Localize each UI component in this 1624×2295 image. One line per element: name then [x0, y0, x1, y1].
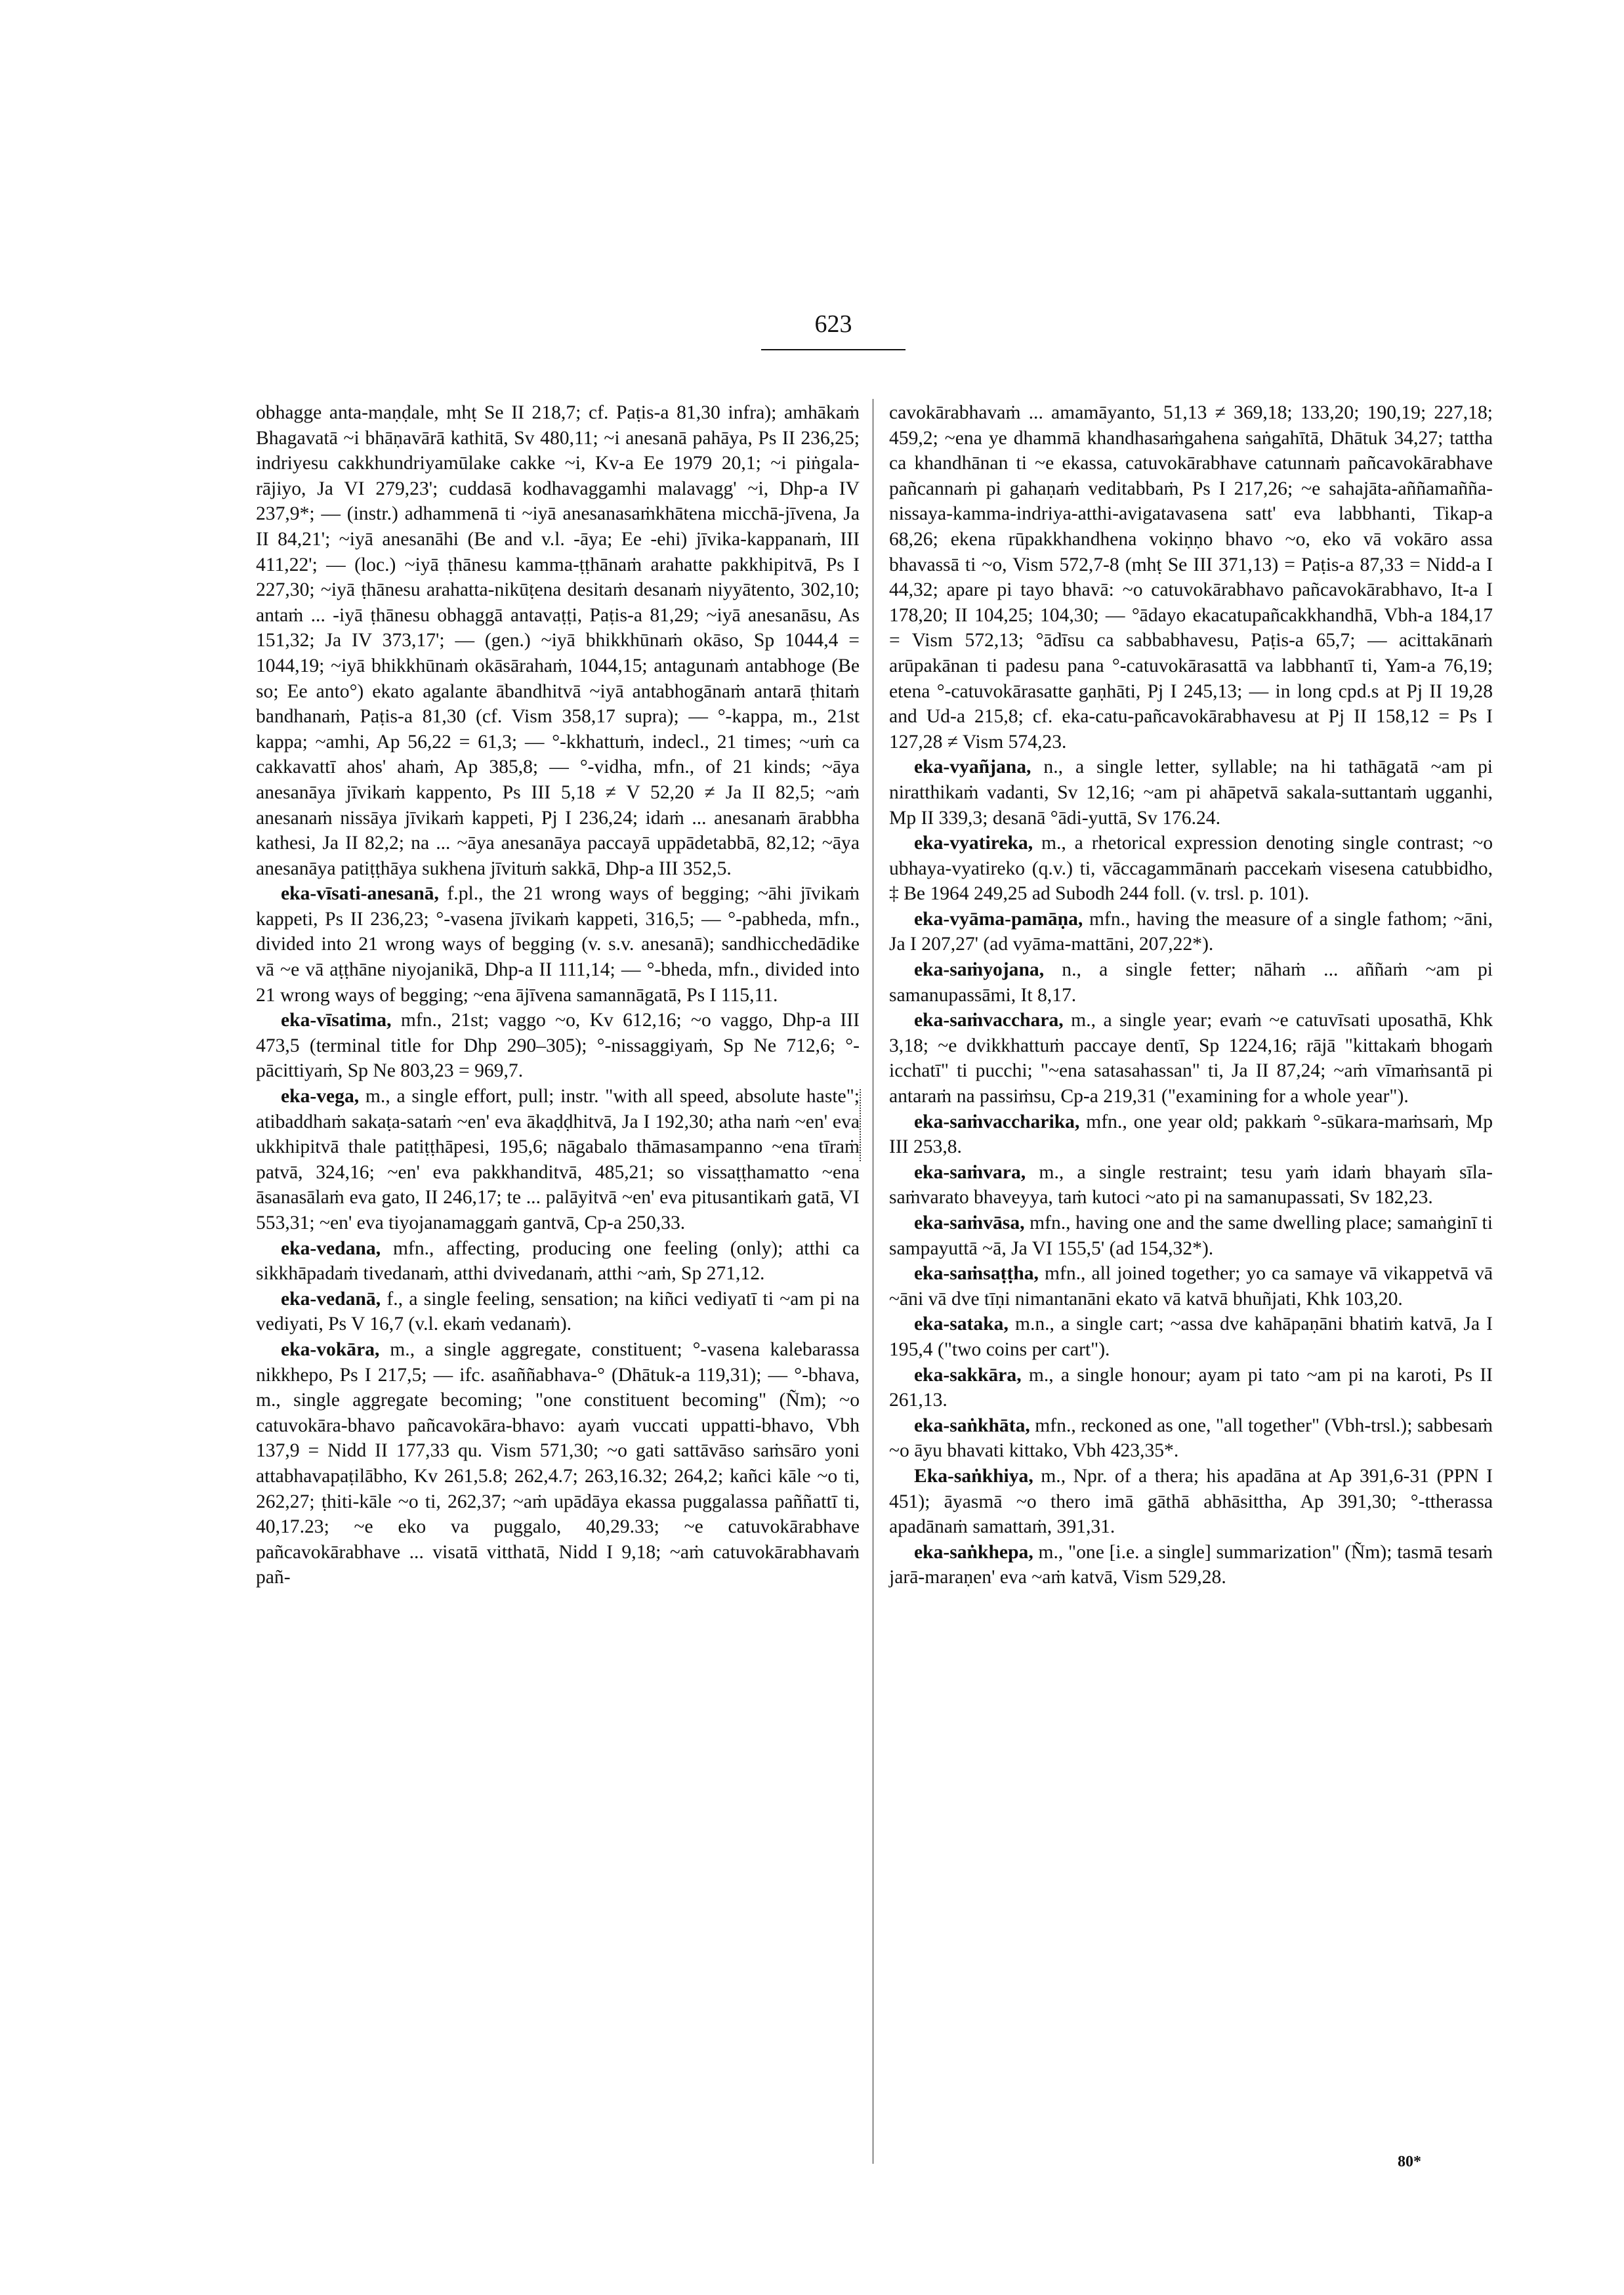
entry-headword: eka-vyañjana,: [914, 756, 1031, 778]
dictionary-entry: [889, 1008, 1493, 1109]
dictionary-entry: [889, 1540, 1493, 1590]
entry-headword: eka-sataka,: [914, 1313, 1009, 1335]
entry-body: mfn., having the measure of a single fathom; ~āni, Ja I 207,27' (ad vyāma-mattāni, 207,22*).: [889, 908, 1493, 955]
entry-body: m., a single effort, pull; instr. "with all speed, absolute haste"; atibaddhaṁ sakaṭa-sataṁ ~en' eva ākaḍḍhitvā, Ja I 192,30; atha naṁ ~en' eva ukkhipitvā thale patiṭṭhāpesi, 195,6; nāgabalo thāmasampanno ~ena tīraṁ patvā, 324,16; ~en' eva pakkhanditvā, 485,21; so vissaṭṭhamatto ~ena āsanasālaṁ eva gato, II 246,17; te ... palāyitvā ~en' eva pitusantikaṁ gatā, VI 553,31; ~en' eva tiyojanamaggaṁ gantvā, Cp-a 250,33.: [256, 1086, 860, 1233]
entry-headword: eka-vega,: [281, 1086, 360, 1107]
signature-mark: 80*: [1398, 2153, 1421, 2170]
entry-headword: eka-sakkāra,: [914, 1364, 1022, 1386]
entry-body: m., a single year; evaṁ ~e catuvīsati uposathā, Khk 3,18; ~e dvikkhattuṁ paccaye dentī, Sp 1224,16; rājā "kittakaṁ bhogaṁ icchatī" ti pucchi; "~ena satasahassan" ti, Ja II 87,24; ~aṁ vīmaṁsantā pi antaraṁ na passiṁsu, Cp-a 219,31 ("examining for a whole year").: [889, 1010, 1493, 1107]
entry-body: f.pl., the 21 wrong ways of begging; ~āhi jīvikaṁ kappeti, Ps II 236,23; °-vasena jīvikaṁ kappeti, 316,5; — °-pabheda, mfn., divided into 21 wrong ways of begging (v. s.v. anesanā); sandhicchedādike vā ~e vā aṭṭhāne niyojanikā, Dhp-a II 111,14; — °-bheda, mfn., divided into 21 wrong ways of begging; ~ena ājīvena samannāgatā, Ps I 115,11.: [256, 883, 860, 1006]
entry-headword: eka-saṅkhāta,: [914, 1415, 1030, 1436]
dictionary-entry: [889, 957, 1493, 1008]
dictionary-entry: [889, 1312, 1493, 1362]
dictionary-entry: [889, 907, 1493, 957]
right-column: [889, 400, 1493, 1590]
dictionary-entry: [256, 1008, 860, 1084]
entry-body: mfn., 21st; vaggo ~o, Kv 612,16; ~o vaggo, Dhp-a III 473,5 (terminal title for Dhp 290–305); °-nissaggiyaṁ, Sp Ne 712,6; °-pācittiyaṁ, Sp Ne 803,23 = 969,7.: [256, 1010, 860, 1082]
entry-body: m., a rhetorical expression denoting single contrast; ~o ubhaya-vyatireko (q.v.) ti, vāccagammānaṁ paccekaṁ visesena catubbidho, ‡ Be 1964 249,25 ad Subodh 244 foll. (v. trsl. p. 101).: [889, 833, 1493, 905]
page-number: 623: [814, 310, 852, 338]
entry-headword: eka-saṁvāsa,: [914, 1212, 1025, 1233]
dictionary-entry: [256, 1236, 860, 1287]
entry-headword: eka-saṁvara,: [914, 1161, 1026, 1183]
entry-body: mfn., all joined together; yo ca samaye vā vikappetvā vā ~āni vā dve tīṇi nimantanāni ekato vā katvā bhuñjati, Khk 103,20.: [889, 1263, 1493, 1310]
entry-body: mfn., having one and the same dwelling place; samaṅginī ti sampayuttā ~ā, Ja VI 155,5' (ad 154,32*).: [889, 1212, 1493, 1259]
entry-headword: eka-saṁvacchara,: [914, 1010, 1064, 1031]
dictionary-entry: [889, 1210, 1493, 1261]
entry-headword: eka-vīsati-anesanā,: [281, 883, 439, 905]
entry-body: m., a single aggregate, constituent; °-vasena kalebarassa nikkhepo, Ps I 217,5; — ifc. asaññabhava-° (Dhātuk-a 119,31); — °-bhava, m., single aggregate becoming; "one constituent becoming" (Ñm); ~o catuvokāra-bhavo pañcavokāra-bhavo: ayaṁ vuccati uppatti-bhavo, Vbh 137,9 = Nidd II 177,33 qu. Vism 571,30; ~o gati sattāvāso saṁsāro yoni attabhavapaṭilābho, Kv 261,5.8; 262,4.7; 263,16.32; 264,2; kañci kāle ~o ti, 262,27; ṭhiti-kāle ~o ti, 262,37; ~aṁ upādāya ekassa puggalassa paññattī ti, 40,17.23; ~e eko va puggalo, 40,29.33; ~e catuvokārabhave pañcavokārabhave ... visatā vitthatā, Nidd I 9,18; ~aṁ catuvokārabhavaṁ pañ-: [256, 1338, 860, 1588]
dictionary-entry: [889, 831, 1493, 907]
entry-body: mfn., reckoned as one, "all together" (Vbh-trsl.); sabbesaṁ ~o āyu bhavati kittako, Vbh 423,35*.: [889, 1415, 1493, 1462]
entry-headword: eka-vedana,: [281, 1237, 381, 1259]
entry-body: m., a single restraint; tesu yaṁ idaṁ bhayaṁ sīla-saṁvarato bhaveyya, taṁ kutoci ~ato pi na samanupassati, Sv 182,23.: [889, 1161, 1493, 1209]
dictionary-entry: [889, 1413, 1493, 1464]
dictionary-entry: [889, 1261, 1493, 1312]
entry-body: f., a single feeling, sensation; na kiñci vediyatī ti ~am pi na vediyati, Ps V 16,7 (v.l. ekaṁ vedanaṁ).: [256, 1288, 860, 1335]
entry-body: n., a single fetter; nāhaṁ ... aññaṁ ~am pi samanupassāmi, It 8,17.: [889, 959, 1493, 1006]
entry-headword: Eka-saṅkhiya,: [914, 1465, 1033, 1487]
entry-headword: eka-vedanā,: [281, 1288, 381, 1310]
dictionary-entry: [889, 1160, 1493, 1210]
entry-headword: eka-vyatireka,: [914, 833, 1033, 854]
continued-entry-text: cavokārabhavaṁ ... amamāyanto, 51,13 ≠ 369,18; 133,20; 190,19; 227,18; 459,2; ~ena ye dhammā khandhasaṁgahena saṅgahītā, Dhātuk 34,27; tattha ca khandhānan ti ~e ekassa, catuvokārabhave catunnaṁ pañcavokārabhave pañcannaṁ pi gahaṇaṁ veditabbaṁ, Ps I 217,26; ~e sahajāta-aññamañña-nissaya-kamma-indriya-atthi-avigatavasena satt' eva labbhanti, Tikap-a 68,26; ekena rūpakkhandhena vokiṇṇo bhavo ~o, eko vā vokāro assa bhavassā ti ~o, Vism 572,7-8 (mhṭ Se III 371,13) = Paṭis-a 87,33 = Nidd-a I 44,32; apare pi tayo bhavā: ~o catuvokārabhavo pañcavokārabhavo, It-a I 178,20; II 104,25; 104,30; — °ādayo ekacatupañcakkhandhā, Vbh-a 184,17 = Vism 572,13; °ādīsu ca sabbabhavesu, Paṭis-a 65,7; — acittakānaṁ arūpakānan ti padesu pana °-catuvokārasattā va labbhantī ti, Yam-a 76,19; etena °-catuvokārasatte gaṇhāti, Pj I 245,13; — in long cpd.s at Pj II 19,28 and Ud-a 215,8; cf. eka-catu-pañcavokārabhavesu at Pj II 158,12 = Ps I 127,28 ≠ Vism 574,23.: [889, 402, 1493, 753]
entry-body: mfn., one year old; pakkaṁ °-sūkara-maṁsaṁ, Mp III 253,8.: [889, 1111, 1493, 1158]
margin-mark: [860, 1089, 862, 1161]
entry-headword: eka-vīsatima,: [281, 1010, 392, 1031]
dictionary-entry: [256, 1287, 860, 1337]
header-rule: [761, 349, 906, 350]
entry-body: m., Npr. of a thera; his apadāna at Ap 391,6-31 (PPN I 451); āyasmā ~o thero imā gāthā abhāsittha, Ap 391,30; °-ttherassa apadānaṁ samattaṁ, 391,31.: [889, 1465, 1493, 1538]
dictionary-entry: [256, 1337, 860, 1590]
continued-entry-text: obhagge anta-maṇḍale, mhṭ Se II 218,7; cf. Paṭis-a 81,30 infra); amhākaṁ Bhagavatā ~i bhāṇavārā kathitā, Sv 480,11; ~i anesanā pahāya, Ps II 236,25; indriyesu cakkhundriyamūlake cakke ~i, Kv-a Ee 1979 20,1; ~i piṅgala-rājiyo, Ja VI 279,23'; cuddasā kodhavaggamhi malavagg' ~i, Dhp-a IV 237,9*; — (instr.) adhammenā ti ~iyā anesanasaṁkhātena micchā-jīvena, Ja II 84,21'; ~iyā anesanāhi (Be and v.l. -āya; Ee -ehi) jīvika-kappanaṁ, III 411,22'; — (loc.) ~iyā ṭhānesu kamma-ṭṭhānaṁ arahatte pakkhipitvā, Ps I 227,30; ~iyā ṭhānesu arahatta-nikūṭena desitaṁ desanaṁ niyyātento, 302,10; antaṁ ... -iyā ṭhānesu obhaggā antavaṭṭi, Paṭis-a 81,29; ~iyā anesanāsu, As 151,32; Ja IV 373,17'; — (gen.) ~iyā bhikkhūnaṁ okāso, Sp 1044,4 = 1044,19; ~iyā bhikkhūnaṁ okāsārahaṁ, 1044,15; antagunaṁ antabhoge (Be so; Ee anto°) ekato agalante ābandhitvā ~iyā antabhogānaṁ antarā ṭhitaṁ bandhanaṁ, Paṭis-a 81,30 (cf. Vism 358,17 supra); — °-kappa, m., 21st kappa; ~amhi, Ap 56,22 = 61,3; — °-kkhattuṁ, indecl., 21 times; ~uṁ ca cakkavattī ahos' ahaṁ, Ap 385,8; — °-vidha, mfn., of 21 kinds; ~āya anesanāya jīvikaṁ kappento, Ps III 5,18 ≠ V 52,20 ≠ Ja II 82,5; ~aṁ anesanaṁ nissāya jīvikaṁ kappeti, Pj I 236,24; idaṁ ... anesanaṁ ārabbha kathesi, Ja II 82,2; na ... ~āya anesanāya paccayā uppādetabbā, 82,12; ~āya anesanāya patiṭṭhāya sukhena jīvituṁ sakkā, Dhp-a III 352,5.: [256, 402, 860, 879]
entry-headword: eka-saṅkhepa,: [914, 1541, 1033, 1563]
entry-headword: eka-vokāra,: [281, 1338, 380, 1360]
entry-body: m., a single honour; ayam pi tato ~am pi na karoti, Ps II 261,13.: [889, 1364, 1493, 1411]
entry-headword: eka-saṁyojana,: [914, 959, 1045, 981]
entry-headword: eka-saṁvaccharika,: [914, 1111, 1080, 1132]
dictionary-entry: [256, 1084, 860, 1236]
entry-body: m.n., a single cart; ~assa dve kahāpaṇāni bhatiṁ katvā, Ja I 195,4 ("two coins per cart").: [889, 1313, 1493, 1360]
dictionary-entry: [889, 1363, 1493, 1413]
dictionary-entry: [256, 881, 860, 1008]
dictionary-entry: [889, 755, 1493, 831]
entry-headword: eka-vyāma-pamāṇa,: [914, 908, 1083, 930]
left-column: [256, 400, 860, 1590]
dictionary-entry: [889, 1109, 1493, 1160]
entry-headword: eka-saṁsaṭṭha,: [914, 1263, 1039, 1285]
entry-body: m., "one [i.e. a single] summarization" (Ñm); tasmā tesaṁ jarā-maraṇen' eva ~aṁ katvā, Vism 529,28.: [889, 1541, 1493, 1588]
entry-body: mfn., affecting, producing one feeling (only); atthi ca sikkhāpadaṁ tivedanaṁ, atthi dvivedanaṁ, atthi ~aṁ, Sp 271,12.: [256, 1237, 860, 1285]
dictionary-entry: [889, 1464, 1493, 1540]
entry-body: n., a single letter, syllable; na hi tathāgatā ~am pi niratthikaṁ vadanti, Sv 12,16; ~am pi ahāpetvā sakala-suttantaṁ ugganhi, Mp II 339,3; desanā °ādi-yuttā, Sv 176.24.: [889, 756, 1493, 829]
